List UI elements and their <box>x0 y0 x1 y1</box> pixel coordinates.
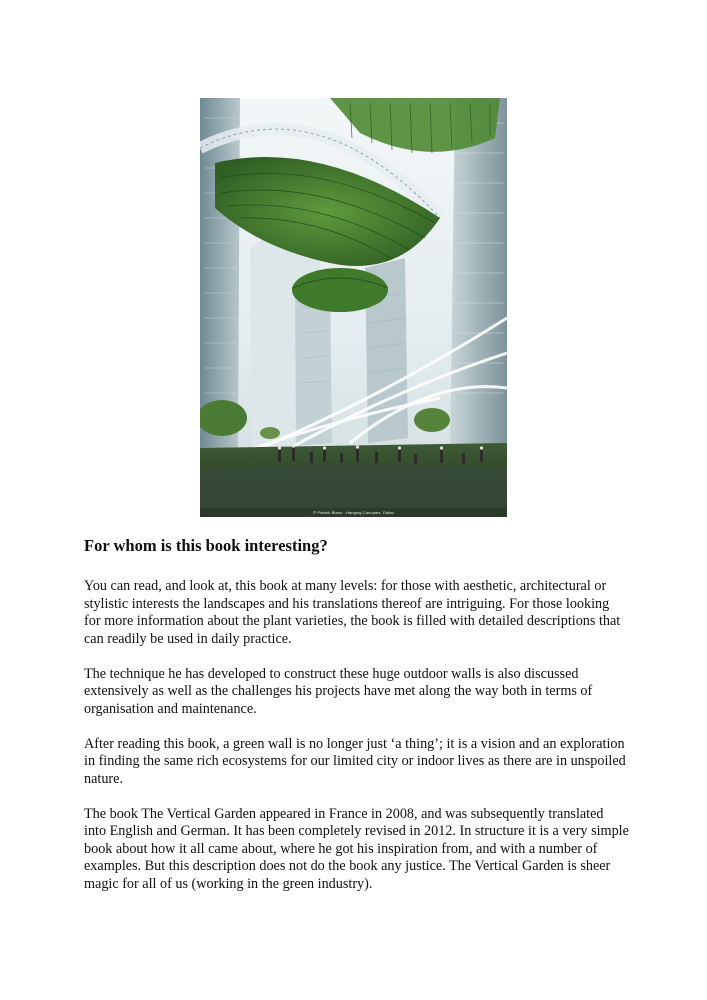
paragraph-3: After reading this book, a green wall is no longer just ‘a thing’; it is a vision and an exploration in finding the same rich ecosystems for our limited city or indoor lives as there are in unspoiled nature. <box>84 735 626 787</box>
paragraph-1: You can read, and look at, this book at many levels: for those with aesthetic, architectural or stylistic interests the landscapes and his translations thereof are intriguing. For those looking for more information about the plant varieties, the book is filled with detailed descriptions that can readily be used in daily practice. <box>84 578 621 647</box>
figure <box>200 98 507 518</box>
section-heading: For whom is this book interesting? <box>84 536 328 555</box>
paragraph-4: The book The Vertical Garden appeared in France in 2008, and was subsequently translated into English and German. It has been completely revised in 2012. In structure it is a very simple book about how it all came about, where he got his inspiration from, and with a number of examples. But this description does not do the book any justice. The Vertical Garden is sheer magic for all of us (working in the green industry). <box>84 805 629 892</box>
hanging-canopies-image <box>200 98 507 508</box>
paragraph-2: The technique he has developed to construct these huge outdoor walls is also discussed extensively as well as the challenges his projects have met along the way both in terms of organisation and maintenance. <box>84 665 593 717</box>
article-content <box>84 536 629 911</box>
image-caption: © Patrick Blanc - Hanging Canopies, Dubai <box>200 508 507 517</box>
